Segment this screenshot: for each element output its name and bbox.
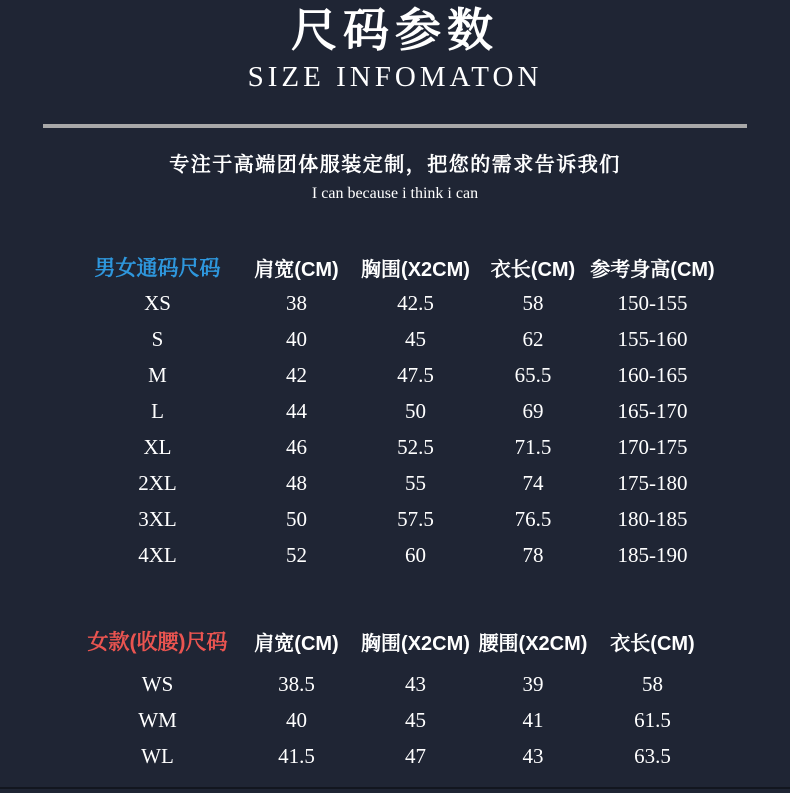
value-cell: 48 (286, 470, 307, 495)
table-row-wm (0, 702, 790, 738)
value-cell: 74 (522, 470, 544, 495)
table-row-l (0, 393, 790, 429)
size-cell: 4XL (138, 542, 177, 567)
size-cell: S (151, 326, 164, 351)
value-cell: 42 (286, 362, 307, 387)
table-row-wl (0, 738, 790, 774)
value-cell: 41.5 (278, 743, 315, 768)
table-row-ws (0, 666, 790, 702)
value-cell: 50 (405, 398, 426, 423)
unisex-column-header-height: 参考身高(CM) (590, 258, 715, 281)
unisex-header-row (0, 249, 790, 285)
page-title-chinese: 尺码参数 (291, 3, 499, 57)
table-row-xl (0, 429, 790, 465)
size-cell: XS (144, 290, 171, 315)
value-cell: 40 (286, 707, 307, 732)
table-row-4xl (0, 537, 790, 573)
table-row-xs (0, 285, 790, 321)
value-cell: 47.5 (397, 362, 434, 387)
value-cell: 42.5 (397, 290, 434, 315)
slogan-text: I can because i think i can (311, 185, 479, 202)
women-table-title: 女款(收腰)尺码 (87, 631, 228, 654)
value-cell: 170-175 (617, 434, 688, 459)
value-cell: 185-190 (617, 542, 688, 567)
value-cell: 76.5 (514, 506, 552, 531)
value-cell: 44 (286, 398, 307, 423)
size-cell: 2XL (138, 470, 177, 495)
value-cell: 38.5 (278, 671, 315, 696)
size-cell: XL (143, 434, 172, 459)
value-cell: 45 (405, 707, 426, 732)
value-cell: 41 (522, 707, 544, 732)
value-cell: 63.5 (634, 743, 671, 768)
tagline-text: 专注于高端团体服装定制，把您的需求告诉我们 (169, 154, 621, 176)
table-row-3xl (0, 501, 790, 537)
value-cell: 40 (286, 326, 307, 351)
table-row-2xl (0, 465, 790, 501)
size-cell: WM (138, 707, 177, 732)
value-cell: 69 (522, 398, 544, 423)
women-column-header-length: 衣长(CM) (610, 632, 695, 655)
value-cell: 46 (286, 434, 307, 459)
value-cell: 52.5 (397, 434, 434, 459)
unisex-table-title: 男女通码尺码 (94, 257, 221, 280)
value-cell: 47 (405, 743, 426, 768)
value-cell: 38 (286, 290, 307, 315)
size-cell: 3XL (138, 506, 177, 531)
unisex-column-header-length: 衣长(CM) (490, 258, 576, 281)
value-cell: 65.5 (514, 362, 552, 387)
divider-line (43, 124, 747, 128)
size-cell: WS (141, 671, 174, 696)
value-cell: 155-160 (617, 326, 688, 351)
table-row-m (0, 357, 790, 393)
size-cell: M (148, 362, 167, 387)
value-cell: 58 (522, 290, 544, 315)
value-cell: 175-180 (617, 470, 688, 495)
value-cell: 55 (405, 470, 426, 495)
value-cell: 78 (522, 542, 544, 567)
value-cell: 45 (405, 326, 426, 351)
value-cell: 43 (522, 743, 544, 768)
value-cell: 60 (405, 542, 426, 567)
bottom-border-line (0, 787, 790, 789)
value-cell: 39 (522, 671, 544, 696)
value-cell: 43 (405, 671, 426, 696)
table-row-s (0, 321, 790, 357)
size-cell: WL (141, 743, 174, 768)
value-cell: 165-170 (617, 398, 688, 423)
unisex-column-header-chest: 胸围(X2CM) (361, 258, 470, 281)
value-cell: 58 (642, 671, 663, 696)
women-column-header-chest: 胸围(X2CM) (361, 632, 470, 655)
page-title-english: SIZE INFOMATON (247, 61, 543, 93)
women-header-row (0, 623, 790, 659)
value-cell: 160-165 (617, 362, 688, 387)
value-cell: 71.5 (514, 434, 552, 459)
value-cell: 50 (286, 506, 307, 531)
women-column-header-waist: 腰围(X2CM) (478, 632, 588, 655)
value-cell: 61.5 (634, 707, 671, 732)
value-cell: 180-185 (617, 506, 688, 531)
unisex-column-header-shoulder: 肩宽(CM) (254, 258, 339, 281)
unisex-size-table (0, 249, 790, 573)
row-spacer (0, 659, 790, 666)
value-cell: 150-155 (617, 290, 688, 315)
value-cell: 62 (522, 326, 544, 351)
size-cell: L (151, 398, 164, 423)
value-cell: 57.5 (397, 506, 434, 531)
women-size-table (0, 623, 790, 774)
value-cell: 52 (286, 542, 307, 567)
women-column-header-shoulder: 肩宽(CM) (254, 632, 339, 655)
